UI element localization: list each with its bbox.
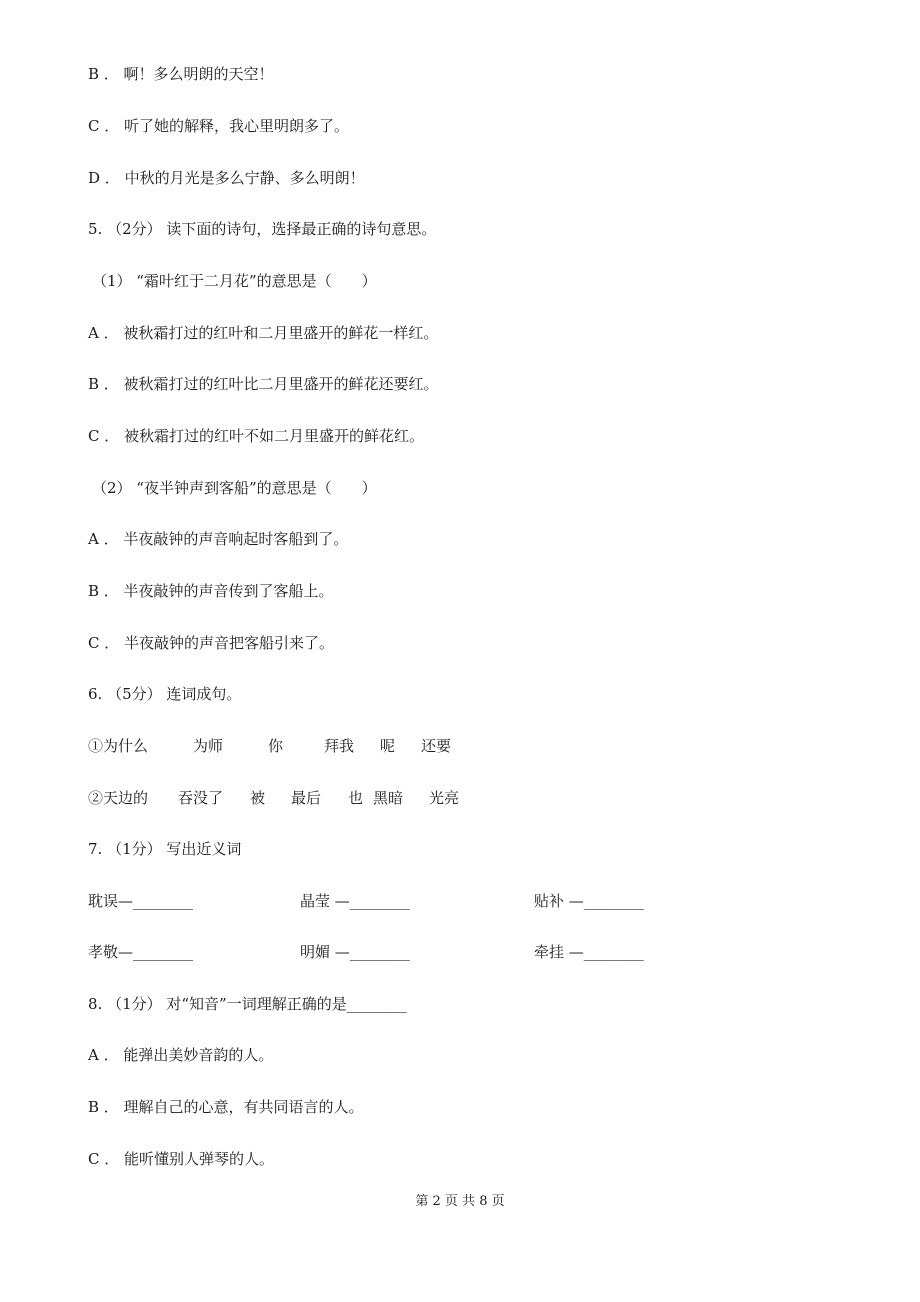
q8-option-a: A ． 能弹出美妙音韵的人。 [88, 1046, 274, 1064]
q8-option-b: B ． 理解自己的心意，有共同语言的人。 [88, 1098, 364, 1116]
q7-blank-item: 耽误—________ [88, 892, 194, 910]
q6-word: 还要 [421, 737, 452, 755]
q7-blank-item: 晶莹 —________ [300, 892, 410, 910]
q6-word: 黑暗 [373, 789, 404, 807]
q5-part1-option-c: C ． 被秋霜打过的红叶不如二月里盛开的鲜花红。 [88, 427, 425, 445]
page-footer: 第 2 页 共 8 页 [415, 1194, 505, 1209]
q5-part1-prompt: （1） “霜叶红于二月花”的意思是（ ） [92, 272, 377, 290]
q7-blank-item: 孝敬—________ [88, 943, 194, 961]
q6-word: ①为什么 [88, 737, 149, 755]
q5-part1-option-b: B ． 被秋霜打过的红叶比二月里盛开的鲜花还要红。 [88, 375, 439, 393]
q6-word: 呢 [380, 737, 396, 755]
q7-stem: 7. （1分） 写出近义词 [88, 840, 242, 858]
q8-stem: 8. （1分） 对“知音”一词理解正确的是________ [88, 995, 407, 1013]
q4-option-b: B ． 啊！多么明朗的天空！ [88, 65, 274, 83]
q5-part2-option-a: A ． 半夜敲钟的声音响起时客船到了。 [88, 530, 349, 548]
q6-word: 拜我 [324, 737, 355, 755]
q5-part2-option-c: C ． 半夜敲钟的声音把客船引来了。 [88, 634, 335, 652]
q5-part1-option-a: A ． 被秋霜打过的红叶和二月里盛开的鲜花一样红。 [88, 324, 439, 342]
q6-word: ②天边的 [88, 789, 149, 807]
q6-word: 为师 [193, 737, 224, 755]
q8-option-c: C ． 能听懂别人弹琴的人。 [88, 1150, 275, 1168]
q5-part2-prompt: （2） “夜半钟声到客船”的意思是（ ） [92, 479, 377, 497]
q5-part2-option-b: B ． 半夜敲钟的声音传到了客船上。 [88, 582, 334, 600]
q6-word: 吞没了 [178, 789, 224, 807]
q6-word: 最后 [291, 789, 322, 807]
q5-stem: 5. （2分） 读下面的诗句，选择最正确的诗句意思。 [88, 220, 437, 238]
q6-word: 被 [250, 789, 266, 807]
q6-word: 也 [348, 789, 364, 807]
q6-stem: 6. （5分） 连词成句。 [88, 685, 242, 703]
q4-option-d: D ． 中秋的月光是多么宁静、多么明朗！ [88, 169, 365, 187]
q4-option-c: C ． 听了她的解释，我心里明朗多了。 [88, 117, 350, 135]
q7-blank-item: 贴补 —________ [534, 892, 644, 910]
q7-blank-item: 明媚 —________ [300, 943, 410, 961]
q6-word: 你 [268, 737, 284, 755]
q6-word: 光亮 [429, 789, 460, 807]
q7-blank-item: 牵挂 —________ [534, 943, 644, 961]
